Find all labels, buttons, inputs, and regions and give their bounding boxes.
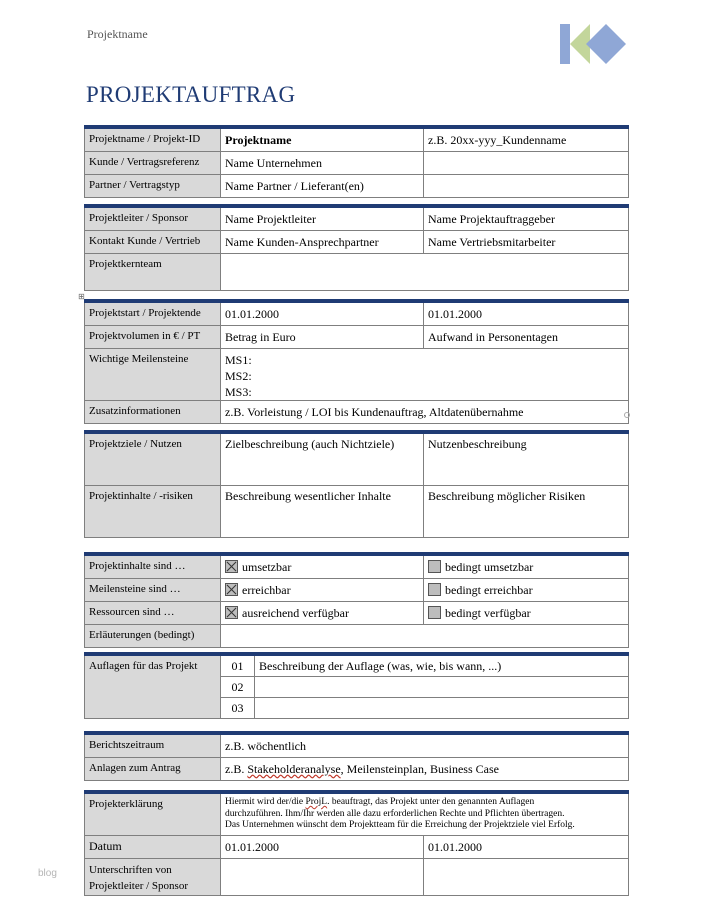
schedule-table [84, 299, 629, 424]
notes-field[interactable] [221, 625, 629, 648]
goals-table [84, 430, 629, 538]
row-label: Datum [85, 836, 221, 859]
table-move-handle-icon[interactable]: ⊞ [78, 292, 85, 301]
option-label: bedingt verfügbar [445, 606, 531, 620]
core-team-field[interactable] [221, 254, 629, 291]
table-row [85, 175, 629, 198]
sales-contact-field[interactable]: Name Vertriebsmitarbeiter [424, 231, 629, 254]
benefits-field[interactable]: Nutzenbeschreibung [424, 432, 629, 486]
table-row [85, 401, 629, 424]
row-label [85, 859, 221, 896]
table-row [85, 254, 629, 291]
row-label: Projekterklärung [85, 792, 221, 836]
project-start-field[interactable]: 01.01.2000 [221, 301, 424, 326]
table-row [85, 231, 629, 254]
option-label: umsetzbar [242, 560, 292, 574]
declaration-table [84, 790, 629, 896]
table-row [85, 758, 629, 781]
signature-label-line-2: Projektleiter / Sponsor [89, 880, 188, 892]
risks-field[interactable]: Beschreibung möglicher Risiken [424, 486, 629, 538]
table-row [85, 733, 629, 758]
table-row [85, 349, 629, 401]
reporting-table [84, 731, 629, 781]
attachments-rest: , Meilensteinplan, Business Case [340, 762, 499, 776]
option-cell[interactable] [221, 602, 424, 625]
option-label: ausreichend verfügbar [242, 606, 349, 620]
table-row [85, 602, 629, 625]
row-label: Projektstart / Projektende [85, 301, 221, 326]
option-label: bedingt umsetzbar [445, 560, 534, 574]
attachments-field[interactable] [221, 758, 629, 781]
project-lead-field[interactable]: Name Projektleiter [221, 206, 424, 231]
budget-field[interactable]: Betrag in Euro [221, 326, 424, 349]
date-field-1[interactable]: 01.01.2000 [221, 836, 424, 859]
option-label: erreichbar [242, 583, 291, 597]
conditions-table [84, 652, 629, 719]
option-cell[interactable] [221, 579, 424, 602]
row-label: Projektinhalte / -risiken [85, 486, 221, 538]
row-label: Ressourcen sind … [85, 602, 221, 625]
customer-field[interactable]: Name Unternehmen [221, 152, 424, 175]
row-label: Zusatzinformationen [85, 401, 221, 424]
option-cell[interactable] [424, 579, 629, 602]
table-row [85, 579, 629, 602]
row-label: Projektvolumen in € / PT [85, 326, 221, 349]
row-label: Auflagen für das Projekt [85, 654, 221, 719]
condition-number: 02 [221, 677, 255, 698]
declaration-line-3: Das Unternehmen wünscht dem Projektteam für die Erreichung der Projektziele viel Erfolg. [225, 820, 575, 830]
option-cell[interactable] [424, 602, 629, 625]
company-logo [556, 22, 628, 66]
assessment-table [84, 552, 629, 648]
milestone-2: MS2: [225, 369, 252, 383]
signature-label-line-1: Unterschriften von [89, 864, 172, 876]
table-row [85, 654, 629, 677]
declaration-line-2: durchzuführen. Ihm/Ihr werden alle dazu erforderlichen Rechte und Pflichten übertragen. [225, 808, 565, 819]
watermark: blog [38, 868, 57, 879]
condition-field[interactable] [255, 698, 629, 719]
date-field-2[interactable]: 01.01.2000 [424, 836, 629, 859]
header-project-name: Projektname [87, 27, 148, 41]
table-row [85, 432, 629, 486]
contract-ref-field[interactable] [424, 152, 629, 175]
table-row [85, 486, 629, 538]
signature-field-1[interactable] [221, 859, 424, 896]
declaration-line-1u: ProjL [305, 797, 328, 807]
table-row [85, 326, 629, 349]
checked-checkbox[interactable] [225, 606, 238, 619]
table-row [85, 625, 629, 648]
row-label: Projektkernteam [85, 254, 221, 291]
row-label: Meilensteine sind … [85, 579, 221, 602]
table-row [85, 554, 629, 579]
table-row [85, 792, 629, 836]
table-row [85, 152, 629, 175]
table-row [85, 859, 629, 896]
condition-field[interactable] [255, 677, 629, 698]
partner-field[interactable]: Name Partner / Lieferant(en) [221, 175, 424, 198]
table-row [85, 127, 629, 152]
project-info-table [84, 125, 629, 198]
declaration-text [221, 792, 629, 836]
attachments-prefix: z.B. [225, 762, 248, 776]
row-label: Projektname / Projekt-ID [85, 127, 221, 152]
declaration-line-1a: Hiermit wird der/die [225, 797, 306, 807]
goals-field[interactable]: Zielbeschreibung (auch Nichtziele) [221, 432, 424, 486]
declaration-line-1b: . beauftragt, das Projekt unter den genannten Auflagen [327, 797, 535, 807]
row-label: Erläuterungen (bedingt) [85, 625, 221, 648]
sponsor-field[interactable]: Name Projektauftraggeber [424, 206, 629, 231]
unchecked-checkbox[interactable] [428, 560, 441, 573]
unchecked-checkbox[interactable] [428, 583, 441, 596]
project-id-field[interactable]: z.B. 20xx-yyy_Kundenname [424, 127, 629, 152]
milestone-1: MS1: [225, 353, 252, 367]
milestone-3: MS3: [225, 385, 252, 399]
checked-checkbox[interactable] [225, 583, 238, 596]
content-field[interactable]: Beschreibung wesentlicher Inhalte [221, 486, 424, 538]
contract-type-field[interactable] [424, 175, 629, 198]
option-cell[interactable] [424, 554, 629, 579]
additional-info-field[interactable]: z.B. Vorleistung / LOI bis Kundenauftrag, Altdatenübernahme [221, 401, 629, 424]
signature-field-2[interactable] [424, 859, 629, 896]
row-label: Projektinhalte sind … [85, 554, 221, 579]
row-label: Kunde / Vertragsreferenz [85, 152, 221, 175]
option-cell[interactable] [221, 554, 424, 579]
table-row [85, 206, 629, 231]
checked-checkbox[interactable] [225, 560, 238, 573]
project-name-field[interactable]: Projektname [221, 127, 424, 152]
row-label: Wichtige Meilensteine [85, 349, 221, 401]
customer-contact-field[interactable]: Name Kunden-Ansprechpartner [221, 231, 424, 254]
row-label: Berichtszeitraum [85, 733, 221, 758]
milestones-field[interactable] [221, 349, 629, 401]
condition-number: 03 [221, 698, 255, 719]
document-title: PROJEKTAUFTRAG [86, 82, 296, 107]
row-label: Kontakt Kunde / Vertrieb [85, 231, 221, 254]
table-row [85, 301, 629, 326]
effort-field[interactable]: Aufwand in Personentagen [424, 326, 629, 349]
project-end-field[interactable]: 01.01.2000 [424, 301, 629, 326]
table-row [85, 836, 629, 859]
unchecked-checkbox[interactable] [428, 606, 441, 619]
row-label: Partner / Vertragstyp [85, 175, 221, 198]
condition-number: 01 [221, 654, 255, 677]
attachments-underlined: Stakeholderanalyse [247, 762, 341, 776]
option-label: bedingt erreichbar [445, 583, 533, 597]
row-label: Projektziele / Nutzen [85, 432, 221, 486]
condition-field[interactable]: Beschreibung der Auflage (was, wie, bis wann, ...) [255, 654, 629, 677]
table-resize-handle[interactable] [624, 412, 630, 418]
row-label: Anlagen zum Antrag [85, 758, 221, 781]
reporting-period-field[interactable]: z.B. wöchentlich [221, 733, 629, 758]
row-label: Projektleiter / Sponsor [85, 206, 221, 231]
team-table [84, 204, 629, 291]
